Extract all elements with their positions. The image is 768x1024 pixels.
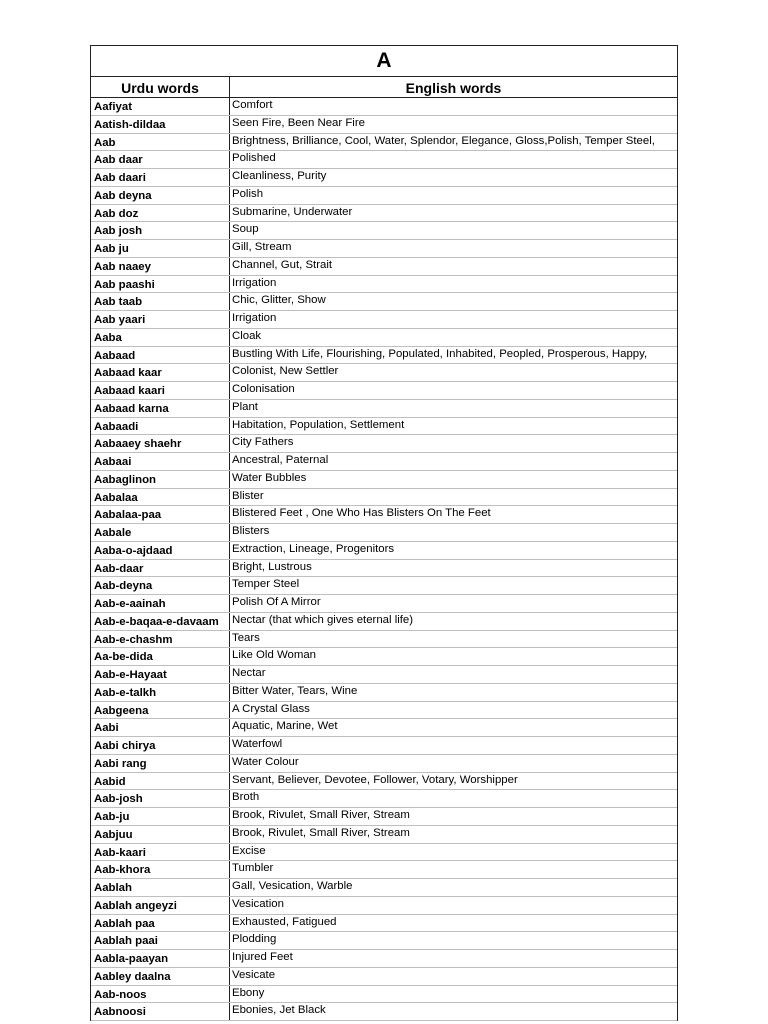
table-row: [91, 577, 677, 595]
urdu-word-cell: Aab-e-talkh: [91, 684, 230, 701]
table-row: [91, 134, 677, 152]
urdu-word-cell: Aab paashi: [91, 276, 230, 293]
table-row: [91, 968, 677, 986]
table-row: [91, 950, 677, 968]
english-meaning-cell: Exhausted, Fatigued: [232, 915, 337, 928]
table-row: [91, 861, 677, 879]
table-row: [91, 382, 677, 400]
english-meaning-cell: Injured Feet: [232, 951, 293, 963]
table-row: [91, 258, 677, 276]
table-row: [91, 719, 677, 737]
english-meaning-cell: Polished: [232, 152, 276, 165]
table-row: [91, 595, 677, 613]
english-meaning-cell: Cleanliness, Purity: [232, 170, 327, 182]
english-meaning-cell: Polish: [232, 187, 264, 200]
table-row: [91, 808, 677, 826]
urdu-word-cell: Aabalaa-paa: [91, 506, 230, 523]
urdu-word-cell: Aafiyat: [91, 98, 230, 115]
urdu-word-cell: Aabaadi: [91, 418, 230, 435]
english-meaning-cell: Comfort: [232, 99, 273, 111]
table-row: [91, 702, 677, 720]
urdu-word-cell: Aab josh: [91, 222, 230, 239]
urdu-word-cell: Aabaaey shaehr: [91, 435, 230, 452]
english-meaning-cell: Temper Steel: [232, 578, 300, 591]
english-meaning-cell: Water Bubbles: [232, 471, 307, 484]
table-row: [91, 435, 677, 453]
table-row: [91, 684, 677, 702]
table-row: [91, 613, 677, 631]
table-row: [91, 737, 677, 755]
table-row: [91, 240, 677, 258]
section-letter-heading: A: [91, 46, 677, 77]
english-meaning-cell: Plant: [232, 400, 258, 413]
urdu-word-cell: Aabgeena: [91, 702, 230, 719]
urdu-word-cell: Aabaad: [91, 347, 230, 364]
urdu-word-cell: Aab naaey: [91, 258, 230, 275]
urdu-word-cell: Aablah paa: [91, 915, 230, 932]
urdu-word-cell: Aab daar: [91, 151, 230, 168]
table-row: [91, 116, 677, 134]
english-meaning-cell: Servant, Believer, Devotee, Follower, Votary, Worshipper: [232, 773, 518, 786]
urdu-word-cell: Aab ju: [91, 240, 230, 257]
urdu-word-cell: Aab deyna: [91, 187, 230, 204]
table-row: [91, 347, 677, 365]
english-meaning-cell: Ebony: [232, 986, 265, 999]
table-row: [91, 400, 677, 418]
urdu-word-cell: Aabaglinon: [91, 471, 230, 488]
english-meaning-cell: Bustling With Life, Flourishing, Populated, Inhabited, Peopled, Prosperous, Happy,: [232, 347, 648, 360]
english-meaning-cell: Water Colour: [232, 755, 299, 768]
table-row: [91, 489, 677, 507]
english-meaning-cell: Ebonies, Jet Black: [232, 1004, 326, 1017]
table-row: [91, 418, 677, 436]
table-row: [91, 169, 677, 187]
urdu-word-cell: Aab: [91, 134, 230, 151]
table-body: [91, 98, 677, 1021]
table-row: [91, 222, 677, 240]
english-meaning-cell: Tumbler: [232, 862, 274, 875]
urdu-word-cell: Aaba-o-ajdaad: [91, 542, 230, 559]
urdu-word-cell: Aabnoosi: [91, 1003, 230, 1020]
urdu-word-cell: Aab-kaari: [91, 844, 230, 861]
table-row: [91, 915, 677, 933]
table-row: [91, 666, 677, 684]
urdu-word-cell: Aab daari: [91, 169, 230, 186]
urdu-word-cell: Aab-e-chashm: [91, 631, 230, 648]
urdu-word-cell: Aabaai: [91, 453, 230, 470]
english-meaning-cell: Aquatic, Marine, Wet: [232, 720, 338, 733]
urdu-word-cell: Aab doz: [91, 205, 230, 222]
table-row: [91, 187, 677, 205]
urdu-word-cell: Aabale: [91, 524, 230, 541]
english-meaning-cell: Chic, Glitter, Show: [232, 294, 326, 307]
english-meaning-cell: Irrigation: [232, 312, 277, 324]
table-row: [91, 1003, 677, 1021]
table-row: [91, 773, 677, 791]
english-meaning-cell: Cloak: [232, 329, 262, 342]
urdu-word-cell: Aabaad kaar: [91, 364, 230, 381]
english-meaning-cell: Nectar: [232, 667, 266, 679]
urdu-word-cell: Aab yaari: [91, 311, 230, 328]
table-row: [91, 471, 677, 489]
table-row: [91, 293, 677, 311]
urdu-word-cell: Aabley daalna: [91, 968, 230, 985]
table-row: [91, 151, 677, 169]
urdu-word-cell: Aab-ju: [91, 808, 230, 825]
english-meaning-cell: Blistered Feet , One Who Has Blisters On The Feet: [232, 507, 491, 520]
english-meaning-cell: City Fathers: [232, 436, 294, 449]
table-row: [91, 276, 677, 294]
urdu-word-cell: Aabaad karna: [91, 400, 230, 417]
table-row: [91, 986, 677, 1004]
english-meaning-cell: Brook, Rivulet, Small River, Stream: [232, 809, 410, 821]
table-row: [91, 560, 677, 578]
english-meaning-cell: Brightness, Brilliance, Cool, Water, Splendor, Elegance, Gloss,Polish, Temper Steel,: [232, 134, 655, 147]
urdu-word-cell: Aabjuu: [91, 826, 230, 843]
table-row: [91, 542, 677, 560]
table-row: [91, 453, 677, 471]
word-list-table: [90, 45, 678, 1021]
english-meaning-cell: Channel, Gut, Strait: [232, 258, 333, 271]
table-row: [91, 879, 677, 897]
english-meaning-cell: Gall, Vesication, Warble: [232, 880, 353, 892]
english-meaning-cell: Bitter Water, Tears, Wine: [232, 684, 358, 697]
urdu-word-cell: Aabi: [91, 719, 230, 736]
english-meaning-cell: Broth: [232, 791, 260, 804]
urdu-column-header: Urdu words: [91, 77, 230, 97]
english-meaning-cell: A Crystal Glass: [232, 702, 310, 715]
table-row: [91, 364, 677, 382]
urdu-word-cell: Aab-khora: [91, 861, 230, 878]
urdu-word-cell: Aab-daar: [91, 560, 230, 577]
english-meaning-cell: Nectar (that which gives eternal life): [232, 613, 414, 626]
english-meaning-cell: Gill, Stream: [232, 241, 292, 253]
english-meaning-cell: Extraction, Lineage, Progenitors: [232, 542, 395, 555]
urdu-word-cell: Aatish-dildaa: [91, 116, 230, 133]
english-meaning-cell: Submarine, Underwater: [232, 205, 353, 218]
table-row: [91, 648, 677, 666]
table-row: [91, 205, 677, 223]
table-row: [91, 844, 677, 862]
english-meaning-cell: Excise: [232, 844, 266, 857]
table-row: [91, 311, 677, 329]
table-row: [91, 897, 677, 915]
english-meaning-cell: Blister: [232, 489, 264, 502]
english-meaning-cell: Colonisation: [232, 383, 295, 395]
table-row: [91, 631, 677, 649]
english-meaning-cell: Plodding: [232, 933, 277, 946]
english-meaning-cell: Seen Fire, Been Near Fire: [232, 116, 365, 129]
english-meaning-cell: Ancestral, Paternal: [232, 454, 329, 466]
english-meaning-cell: Blisters: [232, 525, 270, 537]
urdu-word-cell: Aabla-paayan: [91, 950, 230, 967]
urdu-word-cell: Aab-noos: [91, 986, 230, 1003]
english-meaning-cell: Irrigation: [232, 276, 277, 289]
english-meaning-cell: Vesication: [232, 897, 284, 910]
table-row: [91, 506, 677, 524]
urdu-word-cell: Aablah paai: [91, 932, 230, 949]
urdu-word-cell: Aab-e-baqaa-e-davaam: [91, 613, 230, 630]
urdu-word-cell: Aabalaa: [91, 489, 230, 506]
urdu-word-cell: Aaba: [91, 329, 230, 346]
urdu-word-cell: Aab-josh: [91, 790, 230, 807]
urdu-word-cell: Aab-e-aainah: [91, 595, 230, 612]
urdu-word-cell: Aa-be-dida: [91, 648, 230, 665]
table-row: [91, 98, 677, 116]
urdu-word-cell: Aabaad kaari: [91, 382, 230, 399]
table-row: [91, 932, 677, 950]
urdu-word-cell: Aabi rang: [91, 755, 230, 772]
urdu-word-cell: Aablah: [91, 879, 230, 896]
english-meaning-cell: Bright, Lustrous: [232, 560, 312, 573]
english-meaning-cell: Soup: [232, 223, 259, 236]
urdu-word-cell: Aab taab: [91, 293, 230, 310]
english-meaning-cell: Habitation, Population, Settlement: [232, 418, 405, 431]
english-meaning-cell: Colonist, New Settler: [232, 365, 339, 378]
english-meaning-cell: Vesicate: [232, 968, 276, 981]
english-meaning-cell: Tears: [232, 631, 260, 644]
urdu-word-cell: Aablah angeyzi: [91, 897, 230, 914]
english-meaning-cell: Polish Of A Mirror: [232, 596, 321, 608]
urdu-word-cell: Aab-deyna: [91, 577, 230, 594]
english-column-header: English words: [405, 80, 502, 96]
english-meaning-cell: Waterfowl: [232, 738, 283, 750]
table-row: [91, 329, 677, 347]
table-row: [91, 755, 677, 773]
table-row: [91, 790, 677, 808]
table-row: [91, 524, 677, 542]
column-header-row: [91, 77, 677, 98]
english-meaning-cell: Like Old Woman: [232, 649, 316, 662]
urdu-word-cell: Aabid: [91, 773, 230, 790]
english-meaning-cell: Brook, Rivulet, Small River, Stream: [232, 826, 410, 839]
urdu-word-cell: Aabi chirya: [91, 737, 230, 754]
urdu-word-cell: Aab-e-Hayaat: [91, 666, 230, 683]
table-row: [91, 826, 677, 844]
